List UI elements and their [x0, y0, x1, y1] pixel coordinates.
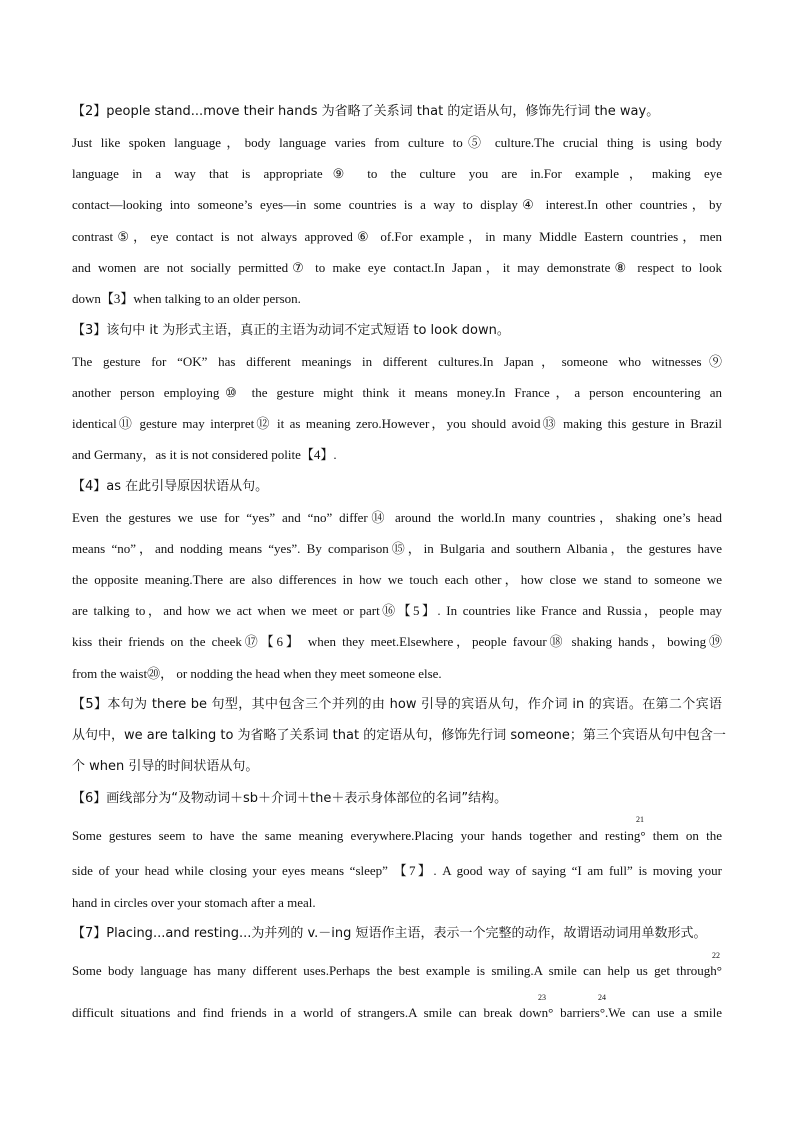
para-5-line-1: Some body language has many different uses.Perhaps the best example is smiling.A smile can help us get through°: [72, 963, 722, 978]
para-2-line-4: and Germany，as it is not considered polite【4】.: [72, 447, 337, 462]
note-6: 【6】画线部分为“及物动词＋sb＋介词＋the＋表示身体部位的名词”结构。: [72, 791, 508, 806]
para-4-line-1: Some gestures seem to have the same meaning everywhere.Placing your hands together and resting° them on the: [72, 828, 722, 843]
note-5-line-3: 个 when 引导的时间状语从句。: [72, 759, 259, 774]
para-3-line-3: the opposite meaning.There are also differences in how we touch each other，how close we stand to someone we: [72, 572, 722, 587]
footnote-22: 22: [712, 951, 720, 960]
para-2-line-2: another person employing⑩ the gesture might think it means money.In France，a person encountering an: [72, 385, 722, 400]
footnote-23: 23: [538, 993, 546, 1002]
para-3-line-1: Even the gestures we use for “yes” and “no” differ⑭ around the world.In many countries，shaking one’s head: [72, 510, 722, 525]
note-5-line-2: 从句中，we are talking to 为省略了关系词 that 的定语从句，修饰先行词 someone；第三个宾语从句中包含一: [72, 728, 726, 743]
para-1-line-1: Just like spoken language，body language varies from culture to⑤ culture.The crucial thing is using body: [72, 135, 722, 150]
note-2: 【2】people stand...move their hands 为省略了关系词 that 的定语从句，修饰先行词 the way。: [72, 104, 660, 119]
para-4-line-3: hand in circles over your stomach after a meal.: [72, 895, 316, 910]
para-3-line-2: means “no”，and nodding means “yes”. By comparison⑮，in Bulgaria and southern Albania，the gestures have: [72, 541, 722, 556]
para-4-line-2: side of your head while closing your eyes means “sleep” 【7】. A good way of saying “I am full” is moving your: [72, 863, 722, 878]
footnote-24: 24: [598, 993, 606, 1002]
footnote-21: 21: [636, 815, 644, 824]
para-1-line-6: down【3】when talking to an older person.: [72, 291, 301, 306]
para-3-line-6: from the waist⑳， or nodding the head when they meet someone else.: [72, 666, 442, 681]
para-1-line-4: contrast⑤，eye contact is not always approved⑥ of.For example，in many Middle Eastern countries，men: [72, 229, 722, 244]
para-1-line-5: and women are not socially permitted⑦ to make eye contact.In Japan，it may demonstrate⑧ respect to look: [72, 260, 722, 275]
note-3: 【3】该句中 it 为形式主语，真正的主语为动词不定式短语 to look down。: [72, 323, 510, 338]
para-2-line-3: identical⑪ gesture may interpret⑫ it as meaning zero.However，you should avoid⑬ making this gesture in Brazil: [72, 416, 722, 431]
para-1-line-3: contact—looking into someone’s eyes—in some countries is a way to display④ interest.In other countries，by: [72, 197, 722, 212]
note-7: 【7】Placing...and resting...为并列的 v.－ing 短语作主语，表示一个完整的动作，故谓语动词用单数形式。: [72, 926, 707, 941]
para-2-line-1: The gesture for “OK” has different meanings in different cultures.In Japan，someone who witnesses⑨: [72, 354, 722, 369]
para-3-line-5: kiss their friends on the cheek⑰【6】 when they meet.Elsewhere，people favour⑱ shaking hands，bowing⑲: [72, 634, 722, 649]
para-3-line-4: are talking to，and how we act when we meet or part⑯【5】. In countries like France and Russia，people may: [72, 603, 722, 618]
para-1-line-2: language in a way that is appropriate⑨ to the culture you are in.For example，making eye: [72, 166, 722, 181]
note-5-line-1: 【5】本句为 there be 句型，其中包含三个并列的由 how 引导的宾语从句，作介词 in 的宾语。在第二个宾语: [72, 697, 722, 712]
para-5-line-2: difficult situations and find friends in a world of strangers.A smile can break down° barriers°.We can use a smile: [72, 1005, 722, 1020]
note-4: 【4】as 在此引导原因状语从句。: [72, 479, 269, 494]
